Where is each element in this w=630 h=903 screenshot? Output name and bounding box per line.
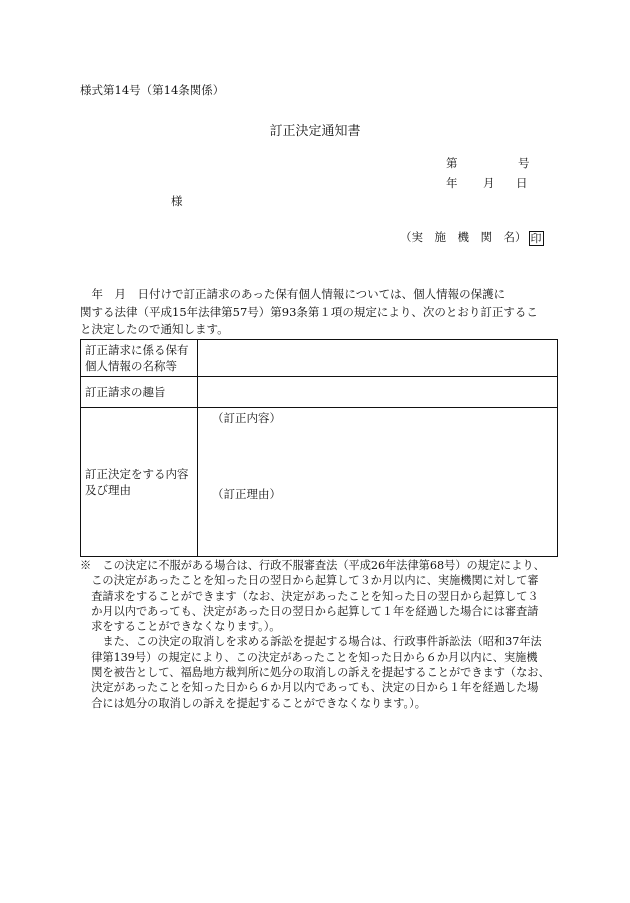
appeal-notes [80, 558, 560, 711]
note-line: また、この決定の取消しを求める訴訟を提起する場合は、行政事件訴訟法（昭和37年法 [80, 635, 542, 649]
date-day: 日 [516, 176, 528, 190]
record-name-field[interactable] [198, 340, 558, 377]
body-line: と決定したので通知します。 [80, 322, 229, 336]
correction-reason-label: （訂正理由） [212, 487, 281, 501]
row-label-decision-content: 訂正決定をする内容 及び理由 [81, 408, 198, 557]
row-label-request-purpose: 訂正請求の趣旨 [81, 377, 198, 408]
date-month: 月 [483, 176, 495, 190]
seal-mark: 印 [530, 232, 542, 245]
note-line: 求をすることができなくなります。）。 [80, 620, 281, 634]
number-suffix: 号 [518, 156, 530, 170]
decision-table [80, 339, 558, 557]
form-number: 様式第14号（第14条関係） [80, 83, 225, 97]
row-label-record-name: 訂正請求に係る保有 個人情報の名称等 [81, 340, 198, 377]
request-purpose-field[interactable] [198, 377, 558, 408]
note-line: 律第139号）の規定により、この決定があったことを知った日から６か月以内に、実施機 [80, 650, 538, 664]
note-line: 査請求をすることができます（なお、決定があったことを知った日の翌日から起算して３ [80, 589, 539, 603]
agency-name-label: （実 施 機 関 名） [400, 230, 527, 244]
number-prefix: 第 [446, 156, 458, 170]
agency-signature [400, 229, 544, 246]
note-line: 決定があったことを知った日から６か月以内であっても、決定の日から１年を経過した場 [80, 681, 539, 695]
table-row [81, 408, 558, 557]
addressee-suffix: 様 [171, 194, 183, 208]
note-line: か月以内であっても、決定があった日の翌日から起算して１年を経過した場合には審査請 [80, 604, 539, 618]
note-line: 合には処分の取消しの訴えを提起することができなくなります。）。 [80, 696, 426, 710]
body-line: 年 月 日付けで訂正請求のあった保有個人情報については、個人情報の保護に [80, 287, 506, 301]
notice-body [80, 286, 552, 339]
note-line: この決定があったことを知った日の翌日から起算して３か月以内に、実施機関に対して審 [80, 574, 539, 588]
note-line: ※ この決定に不服がある場合は、行政不服審査法（平成26年法律第68号）の規定により、 [80, 559, 545, 572]
body-line: 関する法律（平成15年法律第57号）第93条第１項の規定により、次のとおり訂正するこ [80, 304, 538, 319]
table-row [81, 377, 558, 408]
date-year: 年 [446, 176, 458, 190]
correction-content-label: （訂正内容） [212, 411, 281, 425]
note-line: 関を被告として、福島地方裁判所に処分の取消しの訴えを提起することができます（なお、 [80, 666, 550, 680]
document-title: 訂正決定通知書 [269, 124, 361, 139]
table-row [81, 340, 558, 377]
decision-content-field[interactable] [198, 408, 558, 557]
